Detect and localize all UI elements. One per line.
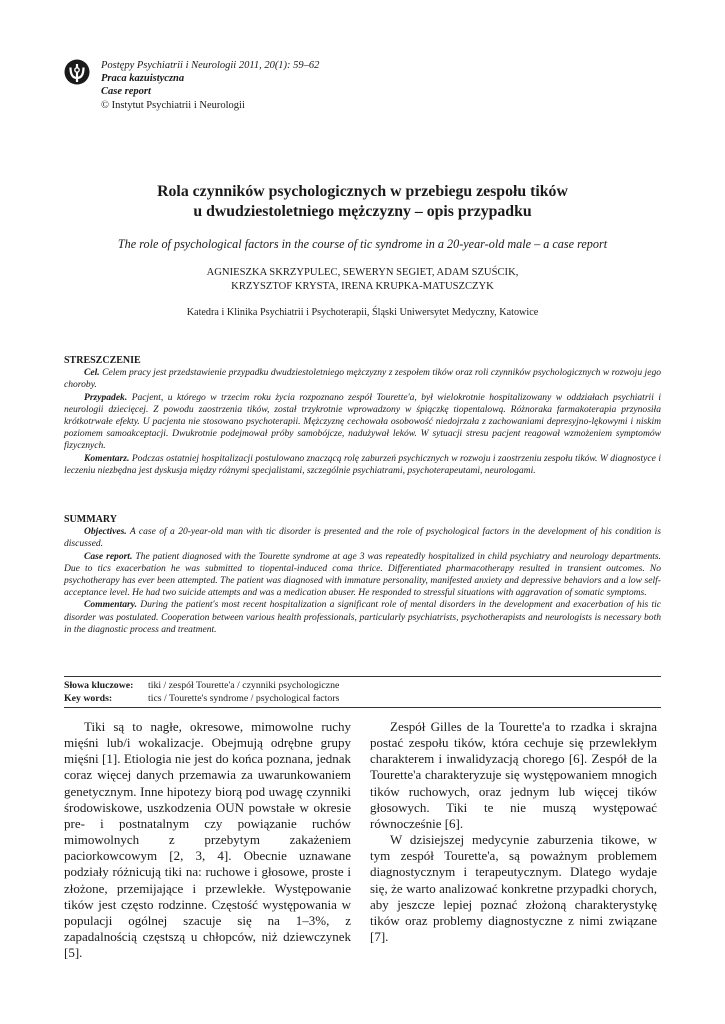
abstract-paragraph xyxy=(64,551,661,600)
section-label: Cel. xyxy=(84,367,100,379)
section-text: The patient diagnosed with the Tourette syndrome at age 3 was repeatedly hospitalized in child psychiatry and neurology departments. Due to tics exacerbation he was submitted to tiopental-induced coma thrice. Differentiated pharmacotherapy resulted in transient outcomes. No psychotherapy has ever been attempted. The patient was diagnosed with immature personality, manifested anxiety and depressive behaviors and a low self-acceptance level. He had two suicide attempts and was a medication abuser. He responded to stressful situations with aggravation of somatic symptoms. xyxy=(64,550,661,599)
body-paragraph: W dzisiejszej medycynie zaburzenia tikowe, w tym zespół Tourette'a, są poważnym problemem diagnostycznym i terapeutycznym. Dlatego wydaje się, że warto analizować konkretne przypadki chorych, aby jeszcze lepiej poznać złożoną charakterystykę tików oraz problemy diagnostyczne z nimi związane [7]. xyxy=(370,832,657,945)
section-label: Commentary. xyxy=(84,599,137,611)
abstract-paragraph xyxy=(64,599,661,636)
section-text: Podczas ostatniej hospitalizacji postulowano znaczącą rolę zaburzeń psychicznych w rozwoju i zaostrzeniu zespołu tików. W diagnostyce i leczeniu niezbędna jest dyskusja między różnymi specjalistami, szczególnie psychiatrami, psychoterapeutami, neurologami. xyxy=(64,452,661,476)
section-label: Objectives. xyxy=(84,526,127,538)
keywords-english xyxy=(64,693,339,705)
section-label: Komentarz. xyxy=(84,452,130,464)
keywords-divider-top xyxy=(64,676,661,677)
section-text: Pacjent, u którego w trzecim roku życia rozpoznano zespół Tourette'a, był wielokrotnie hospitalizowany w oddziałach psychiatrii i neurologii dziecięcej. Z powodu zaostrzenia tików, został trzykrotnie wprowadzony w śpiączkę tiopentalową. Różnoraka farmakoterapia przynosiła krótkotrwałe efekty. U pacjenta nie stosowano psychoterapii. Mężczyznę cechowała osobowość niedojrzała z zachowaniami depresyjno-lękowymi i niskim poziomem samoakceptacji. Dwukrotnie podejmował próby samobójcze, nadużywał leków. W sytuacji stresu pacjent reagował wzmożeniem symptomów fizycznych. xyxy=(64,391,661,452)
abstract-heading: SUMMARY xyxy=(64,514,117,525)
abstract-polish xyxy=(64,355,661,477)
abstract-paragraph xyxy=(64,392,661,453)
section-text: A case of a 20-year-old man with tic disorder is presented and the role of psychological factors in the development of his condition is discussed. xyxy=(64,526,661,550)
institute-logo-icon xyxy=(64,59,90,85)
keywords-polish xyxy=(64,680,339,692)
english-title: The role of psychological factors in the course of tic syndrome in a 20-year-old male – a case report xyxy=(117,237,608,251)
abstract-paragraph xyxy=(64,367,661,391)
affiliation: Katedra i Klinika Psychiatrii i Psychoterapii, Śląski Uniwersytet Medyczny, Katowice xyxy=(186,307,539,318)
title-line: Rola czynników psychologicznych w przebiegu zespołu tików xyxy=(157,183,568,200)
keywords-divider-bottom xyxy=(64,707,661,708)
body-paragraph: Zespół Gilles de la Tourette'a to rzadka i skrajna postać zespołu tików, która cechuje się przewlekłym charakterem i inwalidyzacją chorego [6]. Zespół de la Tourette'a charakteryzuje się występowaniem mnogich tików ruchowych, oraz jednym lub więcej tików głosowych. Tiki te nie muszą występować równocześnie [6]. xyxy=(370,719,657,831)
authors-line: KRZYSZTOF KRYSTA, IRENA KRUPKA-MATUSZCZYK xyxy=(231,281,494,292)
body-paragraph: Tiki są to nagłe, okresowe, mimowolne ruchy mięśni lub/i wokalizacje. Obejmują odrębne grupy mięśni [1]. Etiologia nie jest do końca poznana, jednak coraz więcej danych przemawia za uwarunkowaniem genetycznym. Inne hipotezy biorą pod uwagę czynniki środowiskowe, uszkodzenia OUN powstałe w okresie pre- i postnatalnym czy powiązanie ruchów mimowolnych z przebytym zakażeniem paciorkowcowym [2, 3, 4]. Obecnie uznawane podziały różnicują tiki na: ruchowe i głosowe, proste i złożone, przemijające i przewlekłe. Występowanie tików jest często rodzinne. Częstość występowania w populacji ogólnej szacuje się na 1–3%, z zapadalnością częstszą u chłopców, niż dziewczynek [5]. xyxy=(64,719,351,961)
journal-citation: Postępy Psychiatrii i Neurologii 2011, 20(1): 59–62 xyxy=(101,60,320,71)
abstract-paragraph xyxy=(64,526,661,550)
section-text: During the patient's most recent hospitalization a significant role of mental disorders in the development and exacerbation of his tic disorder was postulated. Cooperation between various health professionals, particularly psychiatrists, psychotherapists and neurologists is necessary both in the diagnostic process and treatment. xyxy=(64,599,661,635)
section-label: Case report. xyxy=(84,550,133,562)
keywords-label: Słowa kluczowe: xyxy=(64,680,134,691)
abstract-paragraph xyxy=(64,453,661,477)
authors-line: AGNIESZKA SKRZYPULEC, SEWERYN SEGIET, ADAM SZUŚCIK, xyxy=(206,267,519,278)
abstract-english xyxy=(64,514,661,636)
body-column-right xyxy=(370,719,657,945)
title-line: u dwudziestoletniego mężczyzny – opis przypadku xyxy=(193,203,532,220)
authors xyxy=(64,266,661,294)
article-type-en: Case report xyxy=(101,86,151,98)
copyright: © Instytut Psychiatrii i Neurologii xyxy=(101,99,245,111)
keywords-value: tics / Tourette's syndrome / psychological factors xyxy=(148,693,340,704)
keywords-value: tiki / zespół Tourette'a / czynniki psychologiczne xyxy=(148,680,340,691)
article-type-pl: Praca kazuistyczna xyxy=(101,73,185,85)
section-label: Przypadek. xyxy=(84,391,128,403)
article-title xyxy=(64,182,661,222)
keywords-label: Key words: xyxy=(64,693,113,704)
abstract-heading: STRESZCZENIE xyxy=(64,355,141,366)
body-column-left xyxy=(64,719,351,961)
section-text: Celem pracy jest przedstawienie przypadku dwudziestoletniego mężczyzny z zespołem tików oraz roli czynników psychologicznych w rozwoju jego choroby. xyxy=(64,367,661,391)
